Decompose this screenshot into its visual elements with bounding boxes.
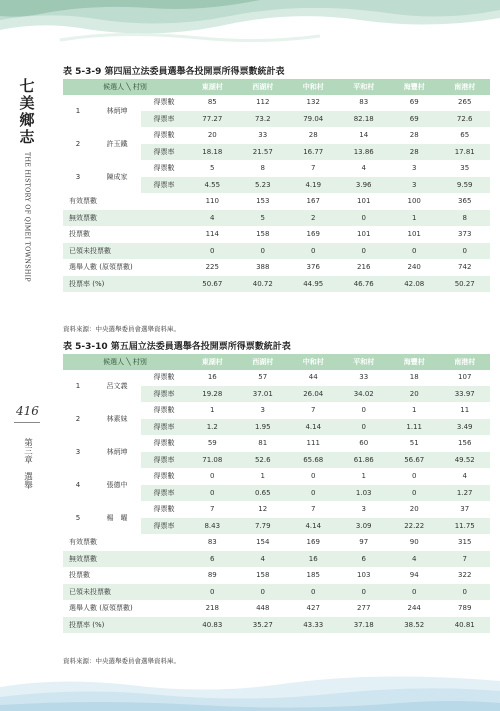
table-cell: 35 xyxy=(439,160,490,177)
summary-row xyxy=(63,600,490,617)
metric-label: 得票率 xyxy=(141,111,187,128)
table-cell: 0.65 xyxy=(238,485,288,502)
table-cell: 100 xyxy=(389,193,439,210)
table-cell: 37.01 xyxy=(238,386,288,403)
candidate-row xyxy=(63,95,490,111)
table-cell: 1.03 xyxy=(338,485,388,502)
table-cell: 28 xyxy=(389,144,439,161)
table-cell: 158 xyxy=(238,226,288,243)
table-cell: 38.52 xyxy=(389,617,439,634)
summary-label: 選舉人數 (原領票數) xyxy=(63,600,187,617)
table-cell: 0 xyxy=(439,584,490,601)
column-header-village: 西湖村 xyxy=(238,354,288,370)
table-cell: 7 xyxy=(288,501,338,518)
table-source-note: 資料來源：中央選舉委員會選舉資料庫。 xyxy=(63,325,180,333)
table-cell: 114 xyxy=(187,226,237,243)
table-cell: 37 xyxy=(439,501,490,518)
metric-label: 得票數 xyxy=(141,370,187,386)
table-cell: 35.27 xyxy=(238,617,288,634)
table-cell: 4 xyxy=(439,468,490,485)
corner-candidate-label: 候選人 xyxy=(103,357,125,366)
summary-row xyxy=(63,584,490,601)
table-cell: 112 xyxy=(238,95,288,111)
candidate-number: 2 xyxy=(63,127,93,160)
corner-village-label: 村別 xyxy=(132,357,147,366)
table-cell: 0 xyxy=(187,468,237,485)
table-cell: 3 xyxy=(389,177,439,194)
table-cell: 85 xyxy=(187,95,237,111)
table-cell: 167 xyxy=(288,193,338,210)
footer-wave-decoration xyxy=(0,665,500,711)
table-cell: 0 xyxy=(338,402,388,419)
table-cell: 0 xyxy=(338,243,388,260)
table-cell: 3.49 xyxy=(439,419,490,436)
table-cell: 16.77 xyxy=(288,144,338,161)
book-title-vertical xyxy=(14,78,40,282)
metric-label: 得票數 xyxy=(141,127,187,144)
table-cell: 225 xyxy=(187,259,237,276)
candidate-row xyxy=(63,402,490,419)
corner-candidate-label: 候選人 xyxy=(103,82,125,91)
table-cell: 69 xyxy=(389,111,439,128)
metric-label: 得票率 xyxy=(141,518,187,535)
table-cell: 16 xyxy=(187,370,237,386)
book-title-char: 七 xyxy=(19,77,35,95)
book-title-char: 鄉 xyxy=(19,111,35,129)
table-cell: 5.23 xyxy=(238,177,288,194)
table-cell: 0 xyxy=(338,419,388,436)
candidate-name: 許玉鐵 xyxy=(93,127,141,160)
chapter-name: 選舉 xyxy=(22,471,33,489)
column-header-village: 南港村 xyxy=(439,79,490,95)
candidate-name: 林素妹 xyxy=(93,402,141,435)
table-cell: 1 xyxy=(389,402,439,419)
table-header-corner: 候選人 ╲ 村別 xyxy=(63,79,187,95)
table-cell: 0 xyxy=(338,584,388,601)
table-cell: 26.04 xyxy=(288,386,338,403)
table-cell: 388 xyxy=(238,259,288,276)
table-cell: 4.14 xyxy=(288,518,338,535)
table-cell: 50.27 xyxy=(439,276,490,293)
table-cell: 28 xyxy=(389,127,439,144)
table-cell: 40.83 xyxy=(187,617,237,634)
table-cell: 1 xyxy=(338,468,388,485)
table-cell: 79.04 xyxy=(288,111,338,128)
table-cell: 110 xyxy=(187,193,237,210)
table-header-corner: 候選人 ╲ 村別 xyxy=(63,354,187,370)
candidate-number: 1 xyxy=(63,95,93,128)
summary-label: 投票率 (%) xyxy=(63,276,187,293)
table-cell: 18 xyxy=(389,370,439,386)
table-cell: 1.95 xyxy=(238,419,288,436)
summary-label: 投票率 (%) xyxy=(63,617,187,634)
table-cell: 46.76 xyxy=(338,276,388,293)
table-cell: 265 xyxy=(439,95,490,111)
summary-label: 已領未投票數 xyxy=(63,243,187,260)
table-cell: 1.27 xyxy=(439,485,490,502)
chapter-label xyxy=(20,438,34,489)
summary-label: 已領未投票數 xyxy=(63,584,187,601)
table-cell: 4.14 xyxy=(288,419,338,436)
table-cell: 7 xyxy=(439,551,490,568)
table-cell: 20 xyxy=(187,127,237,144)
metric-label: 得票數 xyxy=(141,501,187,518)
table-cell: 158 xyxy=(238,567,288,584)
summary-label: 選舉人數 (原領票數) xyxy=(63,259,187,276)
table-cell: 240 xyxy=(389,259,439,276)
summary-row xyxy=(63,259,490,276)
table-cell: 3.09 xyxy=(338,518,388,535)
table-cell: 315 xyxy=(439,534,490,551)
table-cell: 3.96 xyxy=(338,177,388,194)
table-cell: 65 xyxy=(439,127,490,144)
table-cell: 216 xyxy=(338,259,388,276)
table-cell: 169 xyxy=(288,534,338,551)
table-cell: 101 xyxy=(338,193,388,210)
table-cell: 72.6 xyxy=(439,111,490,128)
table-cell: 28 xyxy=(288,127,338,144)
table-cell: 9.59 xyxy=(439,177,490,194)
table-cell: 97 xyxy=(338,534,388,551)
candidate-row xyxy=(63,468,490,485)
table-cell: 4 xyxy=(238,551,288,568)
table-cell: 218 xyxy=(187,600,237,617)
column-header-village: 中和村 xyxy=(288,79,338,95)
table-cell: 4 xyxy=(187,210,237,227)
table-cell: 51 xyxy=(389,435,439,452)
table-cell: 65.68 xyxy=(288,452,338,469)
candidate-name: 林炳坤 xyxy=(93,435,141,468)
table-cell: 4.19 xyxy=(288,177,338,194)
table-cell: 111 xyxy=(288,435,338,452)
table-cell: 16 xyxy=(288,551,338,568)
summary-row xyxy=(63,617,490,634)
summary-label: 無效票數 xyxy=(63,210,187,227)
table-cell: 17.81 xyxy=(439,144,490,161)
table-cell: 52.6 xyxy=(238,452,288,469)
table-cell: 7.79 xyxy=(238,518,288,535)
header-landscape-decoration xyxy=(0,0,500,60)
page-number-rule xyxy=(14,422,40,423)
metric-label: 得票率 xyxy=(141,485,187,502)
metric-label: 得票率 xyxy=(141,452,187,469)
table-cell: 3 xyxy=(338,501,388,518)
table-cell: 1 xyxy=(187,402,237,419)
summary-row xyxy=(63,243,490,260)
summary-label: 有效票數 xyxy=(63,193,187,210)
table-cell: 33 xyxy=(238,127,288,144)
table-cell: 77.27 xyxy=(187,111,237,128)
metric-label: 得票數 xyxy=(141,95,187,111)
table-cell: 4 xyxy=(389,551,439,568)
candidate-number: 1 xyxy=(63,370,93,403)
table-cell: 5 xyxy=(187,160,237,177)
table-title: 表 5-3-10 第五屆立法委員選舉各投開票所得票數統計表 xyxy=(63,342,291,352)
table-cell: 20 xyxy=(389,386,439,403)
table-cell: 0 xyxy=(389,584,439,601)
table-cell: 107 xyxy=(439,370,490,386)
table-cell: 82.18 xyxy=(338,111,388,128)
table-cell: 21.57 xyxy=(238,144,288,161)
table-cell: 427 xyxy=(288,600,338,617)
table-cell: 3 xyxy=(389,160,439,177)
table-cell: 0 xyxy=(288,485,338,502)
table-cell: 22.22 xyxy=(389,518,439,535)
table-cell: 0 xyxy=(288,584,338,601)
table-cell: 2 xyxy=(288,210,338,227)
candidate-number: 5 xyxy=(63,501,93,534)
table-cell: 69 xyxy=(389,95,439,111)
candidate-number: 2 xyxy=(63,402,93,435)
table-cell: 7 xyxy=(187,501,237,518)
table-cell: 154 xyxy=(238,534,288,551)
summary-row xyxy=(63,276,490,293)
table-cell: 34.02 xyxy=(338,386,388,403)
table-cell: 94 xyxy=(389,567,439,584)
table-cell: 60 xyxy=(338,435,388,452)
table-cell: 156 xyxy=(439,435,490,452)
table-cell: 3 xyxy=(238,402,288,419)
table-cell: 1.2 xyxy=(187,419,237,436)
summary-label: 投票數 xyxy=(63,567,187,584)
table-cell: 18.18 xyxy=(187,144,237,161)
candidate-name: 林炳坤 xyxy=(93,95,141,128)
table-cell: 376 xyxy=(288,259,338,276)
metric-label: 得票數 xyxy=(141,468,187,485)
table-cell: 19.28 xyxy=(187,386,237,403)
table-cell: 90 xyxy=(389,534,439,551)
table-cell: 50.67 xyxy=(187,276,237,293)
candidate-name: 陳成家 xyxy=(93,160,141,193)
table-cell: 1.11 xyxy=(389,419,439,436)
table-cell: 0 xyxy=(389,485,439,502)
summary-row xyxy=(63,193,490,210)
candidate-row xyxy=(63,370,490,386)
column-header-village: 西湖村 xyxy=(238,79,288,95)
table-cell: 73.2 xyxy=(238,111,288,128)
table-cell: 59 xyxy=(187,435,237,452)
table-cell: 44.95 xyxy=(288,276,338,293)
book-title-english: THE HISTORY OF QIMEI TOWNSHIP xyxy=(23,152,31,282)
table-cell: 0 xyxy=(288,468,338,485)
metric-label: 得票率 xyxy=(141,177,187,194)
table-cell: 1 xyxy=(238,468,288,485)
table-cell: 742 xyxy=(439,259,490,276)
table-cell: 244 xyxy=(389,600,439,617)
table-cell: 132 xyxy=(288,95,338,111)
table-cell: 8.43 xyxy=(187,518,237,535)
summary-label: 無效票數 xyxy=(63,551,187,568)
page-number: 416 xyxy=(16,404,39,418)
book-title-char: 美 xyxy=(19,94,35,112)
summary-label: 投票數 xyxy=(63,226,187,243)
table-cell: 0 xyxy=(187,243,237,260)
metric-label: 得票數 xyxy=(141,160,187,177)
candidate-row xyxy=(63,127,490,144)
candidate-number: 3 xyxy=(63,435,93,468)
chapter-number: 第三章 xyxy=(22,438,33,464)
table-cell: 83 xyxy=(338,95,388,111)
table-cell: 322 xyxy=(439,567,490,584)
column-header-village: 平和村 xyxy=(338,354,388,370)
table-cell: 6 xyxy=(187,551,237,568)
summary-row xyxy=(63,534,490,551)
table-source-note: 資料來源：中央選舉委員會選舉資料庫。 xyxy=(63,657,180,665)
table-cell: 4.55 xyxy=(187,177,237,194)
table-cell: 4 xyxy=(338,160,388,177)
candidate-number: 3 xyxy=(63,160,93,193)
table-cell: 61.86 xyxy=(338,452,388,469)
table-cell: 37.18 xyxy=(338,617,388,634)
candidate-name: 楊 曜 xyxy=(93,501,141,534)
table-cell: 83 xyxy=(187,534,237,551)
candidate-row xyxy=(63,501,490,518)
table-cell: 101 xyxy=(338,226,388,243)
table-cell: 0 xyxy=(389,243,439,260)
table-cell: 8 xyxy=(238,160,288,177)
table-cell: 0 xyxy=(338,210,388,227)
table-cell: 103 xyxy=(338,567,388,584)
table-cell: 365 xyxy=(439,193,490,210)
table-cell: 33.97 xyxy=(439,386,490,403)
metric-label: 得票數 xyxy=(141,402,187,419)
candidate-row xyxy=(63,435,490,452)
candidate-name: 張德中 xyxy=(93,468,141,501)
book-title-char: 志 xyxy=(19,128,35,146)
column-header-village: 海豐村 xyxy=(389,79,439,95)
table-cell: 789 xyxy=(439,600,490,617)
summary-row xyxy=(63,210,490,227)
vote-table xyxy=(63,354,490,634)
column-header-village: 東湖村 xyxy=(187,79,237,95)
table-cell: 6 xyxy=(338,551,388,568)
table-cell: 89 xyxy=(187,567,237,584)
table-cell: 71.08 xyxy=(187,452,237,469)
table-cell: 56.67 xyxy=(389,452,439,469)
table-cell: 101 xyxy=(389,226,439,243)
table-cell: 0 xyxy=(238,243,288,260)
metric-label: 得票率 xyxy=(141,386,187,403)
table-cell: 153 xyxy=(238,193,288,210)
table-cell: 12 xyxy=(238,501,288,518)
column-header-village: 平和村 xyxy=(338,79,388,95)
column-header-village: 中和村 xyxy=(288,354,338,370)
table-cell: 0 xyxy=(238,584,288,601)
table-cell: 11.75 xyxy=(439,518,490,535)
table-cell: 1 xyxy=(389,210,439,227)
table-cell: 11 xyxy=(439,402,490,419)
table-cell: 13.86 xyxy=(338,144,388,161)
table-cell: 7 xyxy=(288,160,338,177)
table-cell: 40.72 xyxy=(238,276,288,293)
candidate-name: 呂文義 xyxy=(93,370,141,403)
summary-row xyxy=(63,567,490,584)
table-cell: 0 xyxy=(389,468,439,485)
metric-label: 得票數 xyxy=(141,435,187,452)
table-cell: 14 xyxy=(338,127,388,144)
table-title: 表 5-3-9 第四屆立法委員選舉各投開票所得票數統計表 xyxy=(63,67,285,77)
table-cell: 40.81 xyxy=(439,617,490,634)
table-cell: 81 xyxy=(238,435,288,452)
column-header-village: 海豐村 xyxy=(389,354,439,370)
summary-label: 有效票數 xyxy=(63,534,187,551)
column-header-village: 東湖村 xyxy=(187,354,237,370)
metric-label: 得票率 xyxy=(141,419,187,436)
table-cell: 43.33 xyxy=(288,617,338,634)
table-cell: 0 xyxy=(288,243,338,260)
table-cell: 7 xyxy=(288,402,338,419)
table-cell: 0 xyxy=(439,243,490,260)
table-cell: 0 xyxy=(187,584,237,601)
table-cell: 20 xyxy=(389,501,439,518)
table-cell: 49.52 xyxy=(439,452,490,469)
vote-table xyxy=(63,79,490,293)
candidate-number: 4 xyxy=(63,468,93,501)
table-cell: 57 xyxy=(238,370,288,386)
table-cell: 373 xyxy=(439,226,490,243)
candidate-row xyxy=(63,160,490,177)
summary-row xyxy=(63,226,490,243)
table-cell: 448 xyxy=(238,600,288,617)
corner-village-label: 村別 xyxy=(132,82,147,91)
summary-row xyxy=(63,551,490,568)
table-cell: 169 xyxy=(288,226,338,243)
table-cell: 33 xyxy=(338,370,388,386)
table-cell: 5 xyxy=(238,210,288,227)
metric-label: 得票率 xyxy=(141,144,187,161)
table-cell: 8 xyxy=(439,210,490,227)
column-header-village: 南港村 xyxy=(439,354,490,370)
table-cell: 185 xyxy=(288,567,338,584)
table-cell: 277 xyxy=(338,600,388,617)
table-cell: 0 xyxy=(187,485,237,502)
table-cell: 42.08 xyxy=(389,276,439,293)
table-cell: 44 xyxy=(288,370,338,386)
